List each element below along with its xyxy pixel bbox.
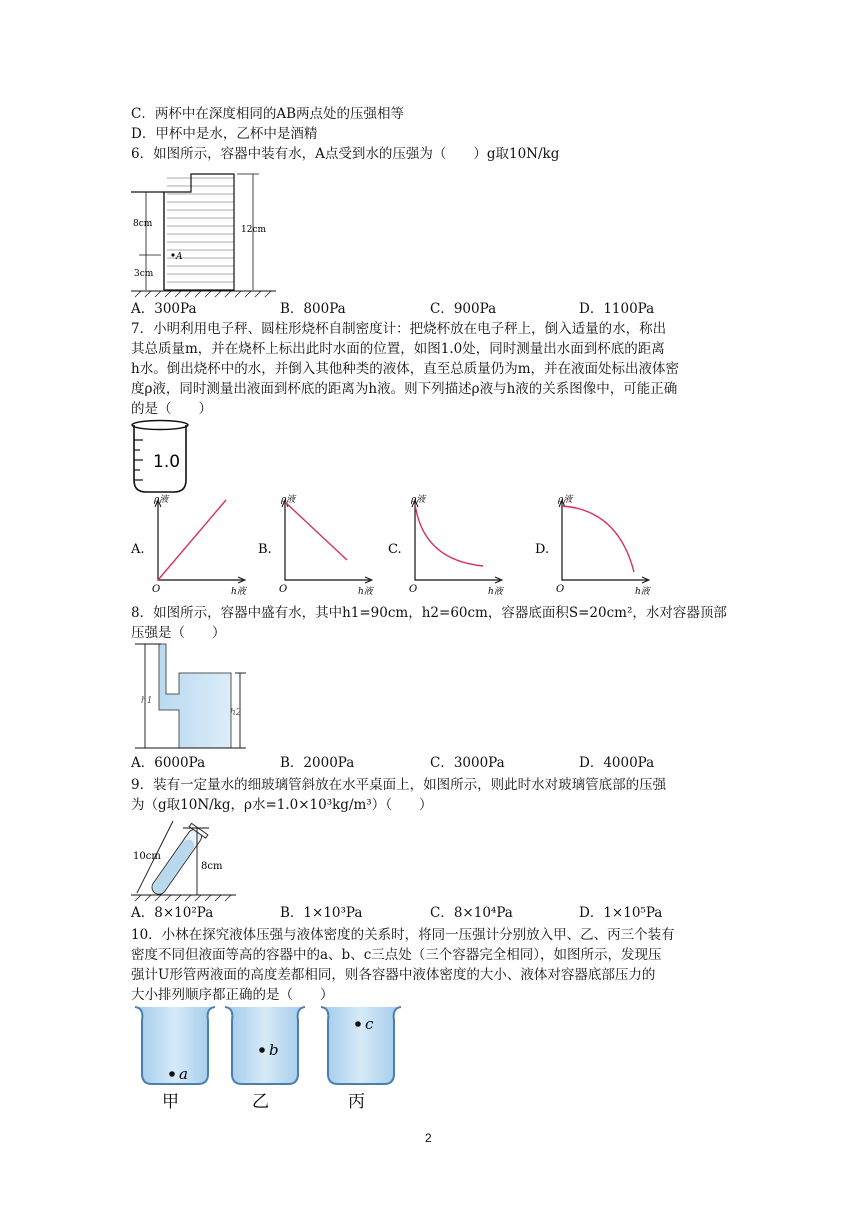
- q8-container-figure: [131, 642, 251, 752]
- q10-point-dot: [169, 1071, 175, 1077]
- q8-line-1: 8．如图所示，容器中盛有水，其中h1=90cm，h2=60cm，容器底面积S=20cm²，水对容器顶部: [131, 605, 727, 621]
- q7-graph-option-label: B.: [258, 542, 272, 557]
- q9-option-b: B．1×10³Pa: [280, 905, 363, 921]
- q7-graph-y-label: ρ液: [411, 495, 426, 505]
- q5-option-d: D．甲杯中是水，乙杯中是酒精: [131, 126, 318, 142]
- q7-graph-x-label: h液: [231, 587, 246, 597]
- q7-graph-curve: [415, 504, 483, 566]
- q7-graph-c: [388, 490, 508, 600]
- q7-beaker-figure: [131, 418, 191, 496]
- q7-graph-origin: O: [279, 584, 288, 595]
- q7-graph-y-label: ρ液: [154, 495, 169, 505]
- q6-label-12cm: 12cm: [241, 225, 267, 235]
- q7-graph-curve: [285, 502, 347, 560]
- q7-graph-curve: [158, 500, 226, 580]
- q7-graph-origin: O: [409, 584, 418, 595]
- q7-graph-axes: [562, 502, 647, 580]
- q9-line-2: 为（g取10N/kg，ρ水=1.0×10³kg/m³）（ ）: [131, 797, 433, 813]
- q7-line-2: 其总质量m，并在烧杯上标出此时水面的位置，如图1.0处，同时测量出水面到杯底的距离: [131, 341, 665, 357]
- q10-point-dot: [355, 1021, 361, 1027]
- q7-line-5: 的是（ ）: [131, 401, 212, 417]
- q10-line-3: 强计U形管两液面的高度差都相同，则各容器中液体密度的大小、液体对容器底部压力的: [131, 967, 656, 983]
- q7-graph-x-label: h液: [635, 587, 650, 597]
- q10-line-1: 10．小林在探究液体压强与液体密度的关系时，将同一压强计分别放入甲、乙、丙三个装有: [131, 927, 675, 943]
- q10-line-4: 大小排列顺序都正确的是（ ）: [131, 987, 334, 1003]
- q6-stem: 6．如图所示，容器中装有水，A点受到水的压强为（ ）g取10N/kg: [131, 146, 560, 162]
- q6-container-figure: [131, 166, 276, 300]
- q10-beaker-name: 乙: [252, 1092, 269, 1112]
- page-number: 2: [425, 1131, 432, 1145]
- q6-option-c: C．900Pa: [430, 301, 497, 317]
- q10-beaker-1: [132, 1004, 220, 1112]
- q7-graph-y-label: ρ液: [281, 495, 296, 505]
- q7-graph-a: [131, 490, 251, 600]
- q10-beaker-3: [318, 1004, 406, 1112]
- q5-option-c: C．两杯中在深度相同的AB两点处的压强相等: [131, 106, 404, 122]
- q8-option-b: B．2000Pa: [280, 755, 355, 771]
- q7-graph-curve: [562, 506, 634, 572]
- q10-beaker-glass: [321, 1007, 401, 1084]
- q9-option-c: C．8×10⁴Pa: [430, 905, 513, 921]
- q7-graph-x-label: h液: [488, 587, 503, 597]
- q8-option-a: A．6000Pa: [131, 755, 206, 771]
- q6-label-8cm: 8cm: [133, 219, 153, 229]
- q9-label-10cm: 10cm: [133, 851, 161, 862]
- q6-option-d: D．1100Pa: [579, 301, 655, 317]
- q7-line-3: h水。倒出烧杯中的水，并倒入其他种类的液体，直至总质量仍为m，并在液面处标出液体密: [131, 361, 679, 377]
- q7-graph-option-label: C.: [388, 542, 402, 557]
- q10-point-dot: [259, 1047, 265, 1053]
- q7-graph-axes: [415, 502, 500, 580]
- q9-tube-figure: [131, 815, 241, 903]
- q7-graph-origin: O: [152, 584, 161, 595]
- q10-beaker-name: 丙: [348, 1092, 365, 1112]
- q6-label-3cm: 3cm: [134, 269, 154, 279]
- q6-label-a: A: [176, 252, 183, 262]
- q7-graph-option-label: A.: [131, 542, 145, 557]
- q8-option-d: D．4000Pa: [579, 755, 655, 771]
- q7-line-1: 7．小明利用电子秤、圆柱形烧杯自制密度计：把烧杯放在电子秤上，倒入适量的水，称出: [131, 321, 667, 337]
- q9-option-d: D．1×10⁵Pa: [579, 905, 663, 921]
- q10-point-label: b: [269, 1041, 279, 1059]
- q10-beaker-2: [222, 1004, 310, 1112]
- q10-beaker-glass: [135, 1007, 215, 1084]
- q9-label-8cm: 8cm: [201, 861, 223, 872]
- q6-option-b: B．800Pa: [280, 301, 346, 317]
- q7-line-4: 度ρ液，同时测量出液面到杯底的距离为h液。则下列描述ρ液与h液的关系图像中，可能正确: [131, 381, 678, 397]
- q10-point-label: a: [179, 1065, 188, 1083]
- q7-graph-origin: O: [556, 584, 565, 595]
- q7-graph-axes: [158, 502, 243, 580]
- q7-graph-x-label: h液: [358, 587, 373, 597]
- q7-graph-y-label: ρ液: [558, 495, 573, 505]
- q9-line-1: 9．装有一定量水的细玻璃管斜放在水平桌面上，如图所示，则此时水对玻璃管底部的压强: [131, 777, 667, 793]
- q10-point-label: c: [365, 1015, 374, 1033]
- q7-graph-d: [535, 490, 655, 600]
- q7-beaker-label: 1.0: [153, 452, 181, 472]
- q9-option-a: A．8×10²Pa: [131, 905, 214, 921]
- q7-graph-b: [258, 490, 378, 600]
- q8-label-h2: h2: [230, 708, 242, 718]
- q7-graph-option-label: D.: [535, 542, 550, 557]
- q8-option-c: C．3000Pa: [430, 755, 505, 771]
- q10-beaker-glass: [225, 1007, 305, 1084]
- q10-beaker-name: 甲: [162, 1092, 179, 1112]
- q10-line-2: 密度不同但液面等高的容器中的a、b、c三点处（三个容器完全相同），如图所示，发现压: [131, 947, 662, 963]
- q8-line-2: 压强是（ ）: [131, 625, 226, 641]
- q6-option-a: A．300Pa: [131, 301, 197, 317]
- q8-label-h1: h1: [141, 696, 153, 706]
